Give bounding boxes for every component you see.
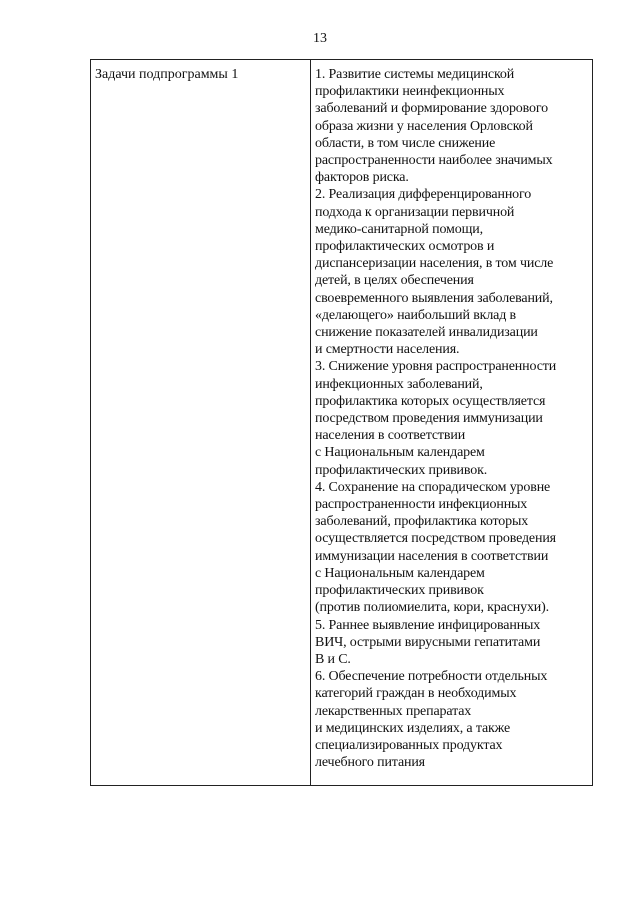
text-line: профилактика которых осуществляется [315, 393, 546, 409]
text-line: медико-санитарной помощи, [315, 221, 483, 237]
subprogram-tasks-table [90, 59, 593, 786]
text-line: лекарственных препаратах [315, 703, 472, 719]
text-line: области, в том числе снижение [315, 135, 496, 151]
text-line: В и С. [315, 651, 351, 667]
text-line: специализированных продуктах [315, 737, 503, 753]
text-line: (против полиомиелита, кори, краснухи). [315, 600, 550, 616]
text-line: 2. Реализация дифференцированного [315, 187, 532, 203]
text-line: своевременного выявления заболеваний, [315, 290, 553, 306]
text-line: профилактических прививок. [315, 462, 488, 478]
text-line: и медицинских изделиях, а также [315, 720, 511, 736]
text-line: профилактических прививок [315, 583, 484, 599]
text-line: иммунизации населения в соответствии [315, 548, 549, 564]
text-line: категорий граждан в необходимых [315, 686, 517, 702]
text-line: распространенности инфекционных [315, 497, 528, 513]
text-line: образа жизни у населения Орловской [315, 118, 533, 134]
text-line: 5. Раннее выявление инфицированных [315, 617, 541, 633]
text-line: с Национальным календарем [315, 445, 485, 461]
text-line: населения в соответствии [315, 428, 466, 444]
text-line: «делающего» наибольший вклад в [315, 307, 517, 323]
text-line: лечебного питания [315, 755, 425, 771]
text-line: ВИЧ, острыми вирусными гепатитами [315, 634, 541, 650]
text-line: детей, в целях обеспечения [315, 273, 474, 289]
subprogram-tasks-label: Задачи подпрограммы 1 [95, 67, 239, 82]
text-line: осуществляется посредством проведения [315, 531, 556, 547]
text-line: с Национальным календарем [315, 565, 485, 581]
text-line: подхода к организации первичной [315, 204, 515, 220]
text-line: 6. Обеспечение потребности отдельных [315, 669, 548, 685]
text-line: профилактики неинфекционных [315, 84, 505, 100]
text-line: снижение показателей инвалидизации [315, 325, 538, 341]
text-line: профилактических осмотров и [315, 239, 495, 255]
table-cell-content [311, 60, 593, 786]
text-line: посредством проведения иммунизации [315, 411, 543, 427]
table-row [91, 60, 593, 786]
text-line: заболеваний и формирование здорового [315, 101, 548, 117]
tasks-text [311, 60, 592, 771]
text-line: и смертности населения. [315, 342, 460, 358]
text-line: 4. Сохранение на спорадическом уровне [315, 479, 551, 495]
page-number: 13 [313, 31, 327, 46]
text-line: инфекционных заболеваний, [315, 376, 483, 392]
text-line: заболеваний, профилактика которых [315, 514, 529, 530]
table-cell-label [91, 60, 311, 786]
text-line: диспансеризации населения, в том числе [315, 256, 554, 272]
text-line: факторов риска. [315, 170, 409, 186]
text-line: 1. Развитие системы медицинской [315, 67, 515, 82]
text-line: 3. Снижение уровня распространенности [315, 359, 557, 375]
text-line: распространенности наиболее значимых [315, 153, 553, 169]
